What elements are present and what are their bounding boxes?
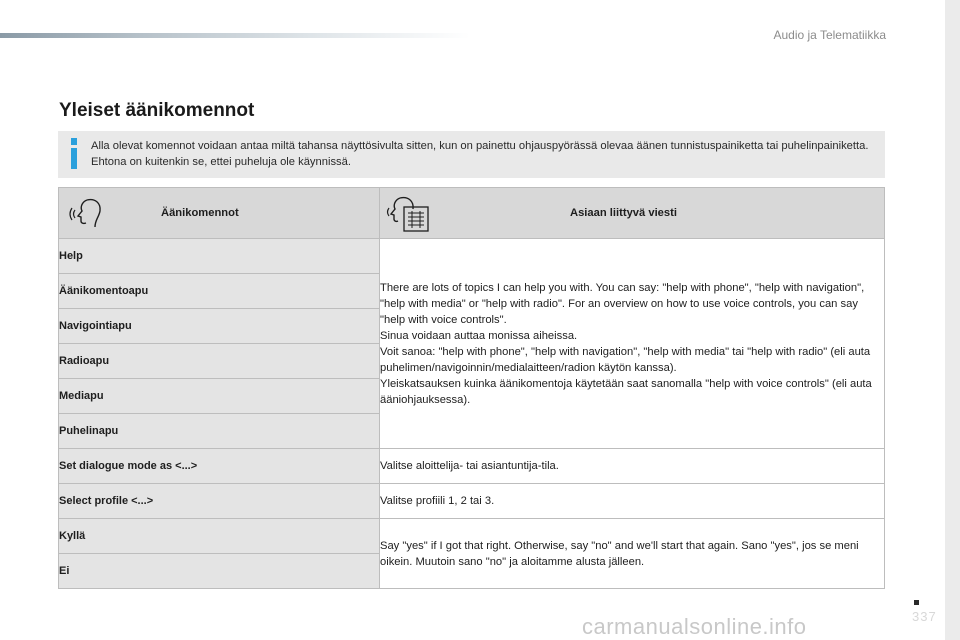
section-label: Audio ja Telematiikka	[773, 28, 886, 42]
voice-message-icon	[384, 193, 434, 233]
response-cell-yes-no: Say "yes" if I got that right. Otherwise, say "no" and we'll start that again. Sano "yes", jos se meni oikein. Muutoin sano "no" ja aloitamme alusta jälleen.	[380, 519, 885, 589]
table-row	[59, 519, 885, 554]
voice-command-icon	[65, 195, 107, 231]
column-header-messages-label: Asiaan liittyvä viesti	[570, 207, 677, 219]
watermark: carmanualsonline.info	[582, 614, 807, 639]
command-cell: Mediapu	[59, 379, 380, 414]
command-cell: Help	[59, 239, 380, 274]
command-cell: Select profile <...>	[59, 484, 380, 519]
column-header-commands	[59, 188, 380, 239]
command-cell: Navigointiapu	[59, 309, 380, 344]
page-edge-strip	[945, 0, 960, 640]
table-row	[59, 449, 885, 484]
command-cell: Kyllä	[59, 519, 380, 554]
info-box	[58, 131, 885, 178]
command-cell: Ei	[59, 554, 380, 589]
response-line: Yleiskatsauksen kuinka äänikomentoja käytetään saat sanomalla "help with voice controls" (eli auta ääniohjauksessa).	[380, 377, 872, 406]
command-cell: Set dialogue mode as <...>	[59, 449, 380, 484]
info-text: Alla olevat komennot voidaan antaa miltä tahansa näyttösivulta sitten, kun on painettu ohjauspyörässä olevaa äänen tunnistuspainiketta tai puhelinpainiketta. Ehtona on kuitenkin se, ettei puheluja ole käynnissä.	[91, 140, 869, 168]
table-header-row	[59, 188, 885, 239]
command-cell: Radioapu	[59, 344, 380, 379]
response-line: Sinua voidaan auttaa monissa aiheissa.	[380, 329, 578, 342]
info-icon	[70, 138, 78, 172]
header-decor-bar	[0, 33, 470, 38]
response-cell: Valitse aloittelija- tai asiantuntija-tila.	[380, 449, 885, 484]
column-header-commands-label: Äänikomennot	[161, 207, 239, 219]
column-header-messages	[380, 188, 885, 239]
response-cell-help	[380, 239, 885, 449]
response-line: Voit sanoa: "help with phone", "help with navigation", "help with media" tai "help with radio" (eli auta puhelimen/navigoinnin/medialaitteen/radion käytön kanssa).	[380, 345, 871, 374]
response-line: There are lots of topics I can help you with. You can say: "help with phone", "help with navigation", "help with media" or "help with radio". For an overview on how to use voice controls, you can say "help with voice controls".	[380, 281, 865, 326]
command-cell: Puhelinapu	[59, 414, 380, 449]
page-number: 337	[912, 609, 937, 624]
table-row	[59, 484, 885, 519]
page-marker-dot	[914, 600, 919, 605]
page-title: Yleiset äänikomennot	[59, 100, 255, 121]
response-cell: Valitse profiili 1, 2 tai 3.	[380, 484, 885, 519]
command-cell: Äänikomentoapu	[59, 274, 380, 309]
table-row	[59, 239, 885, 274]
voice-commands-table	[58, 187, 885, 589]
